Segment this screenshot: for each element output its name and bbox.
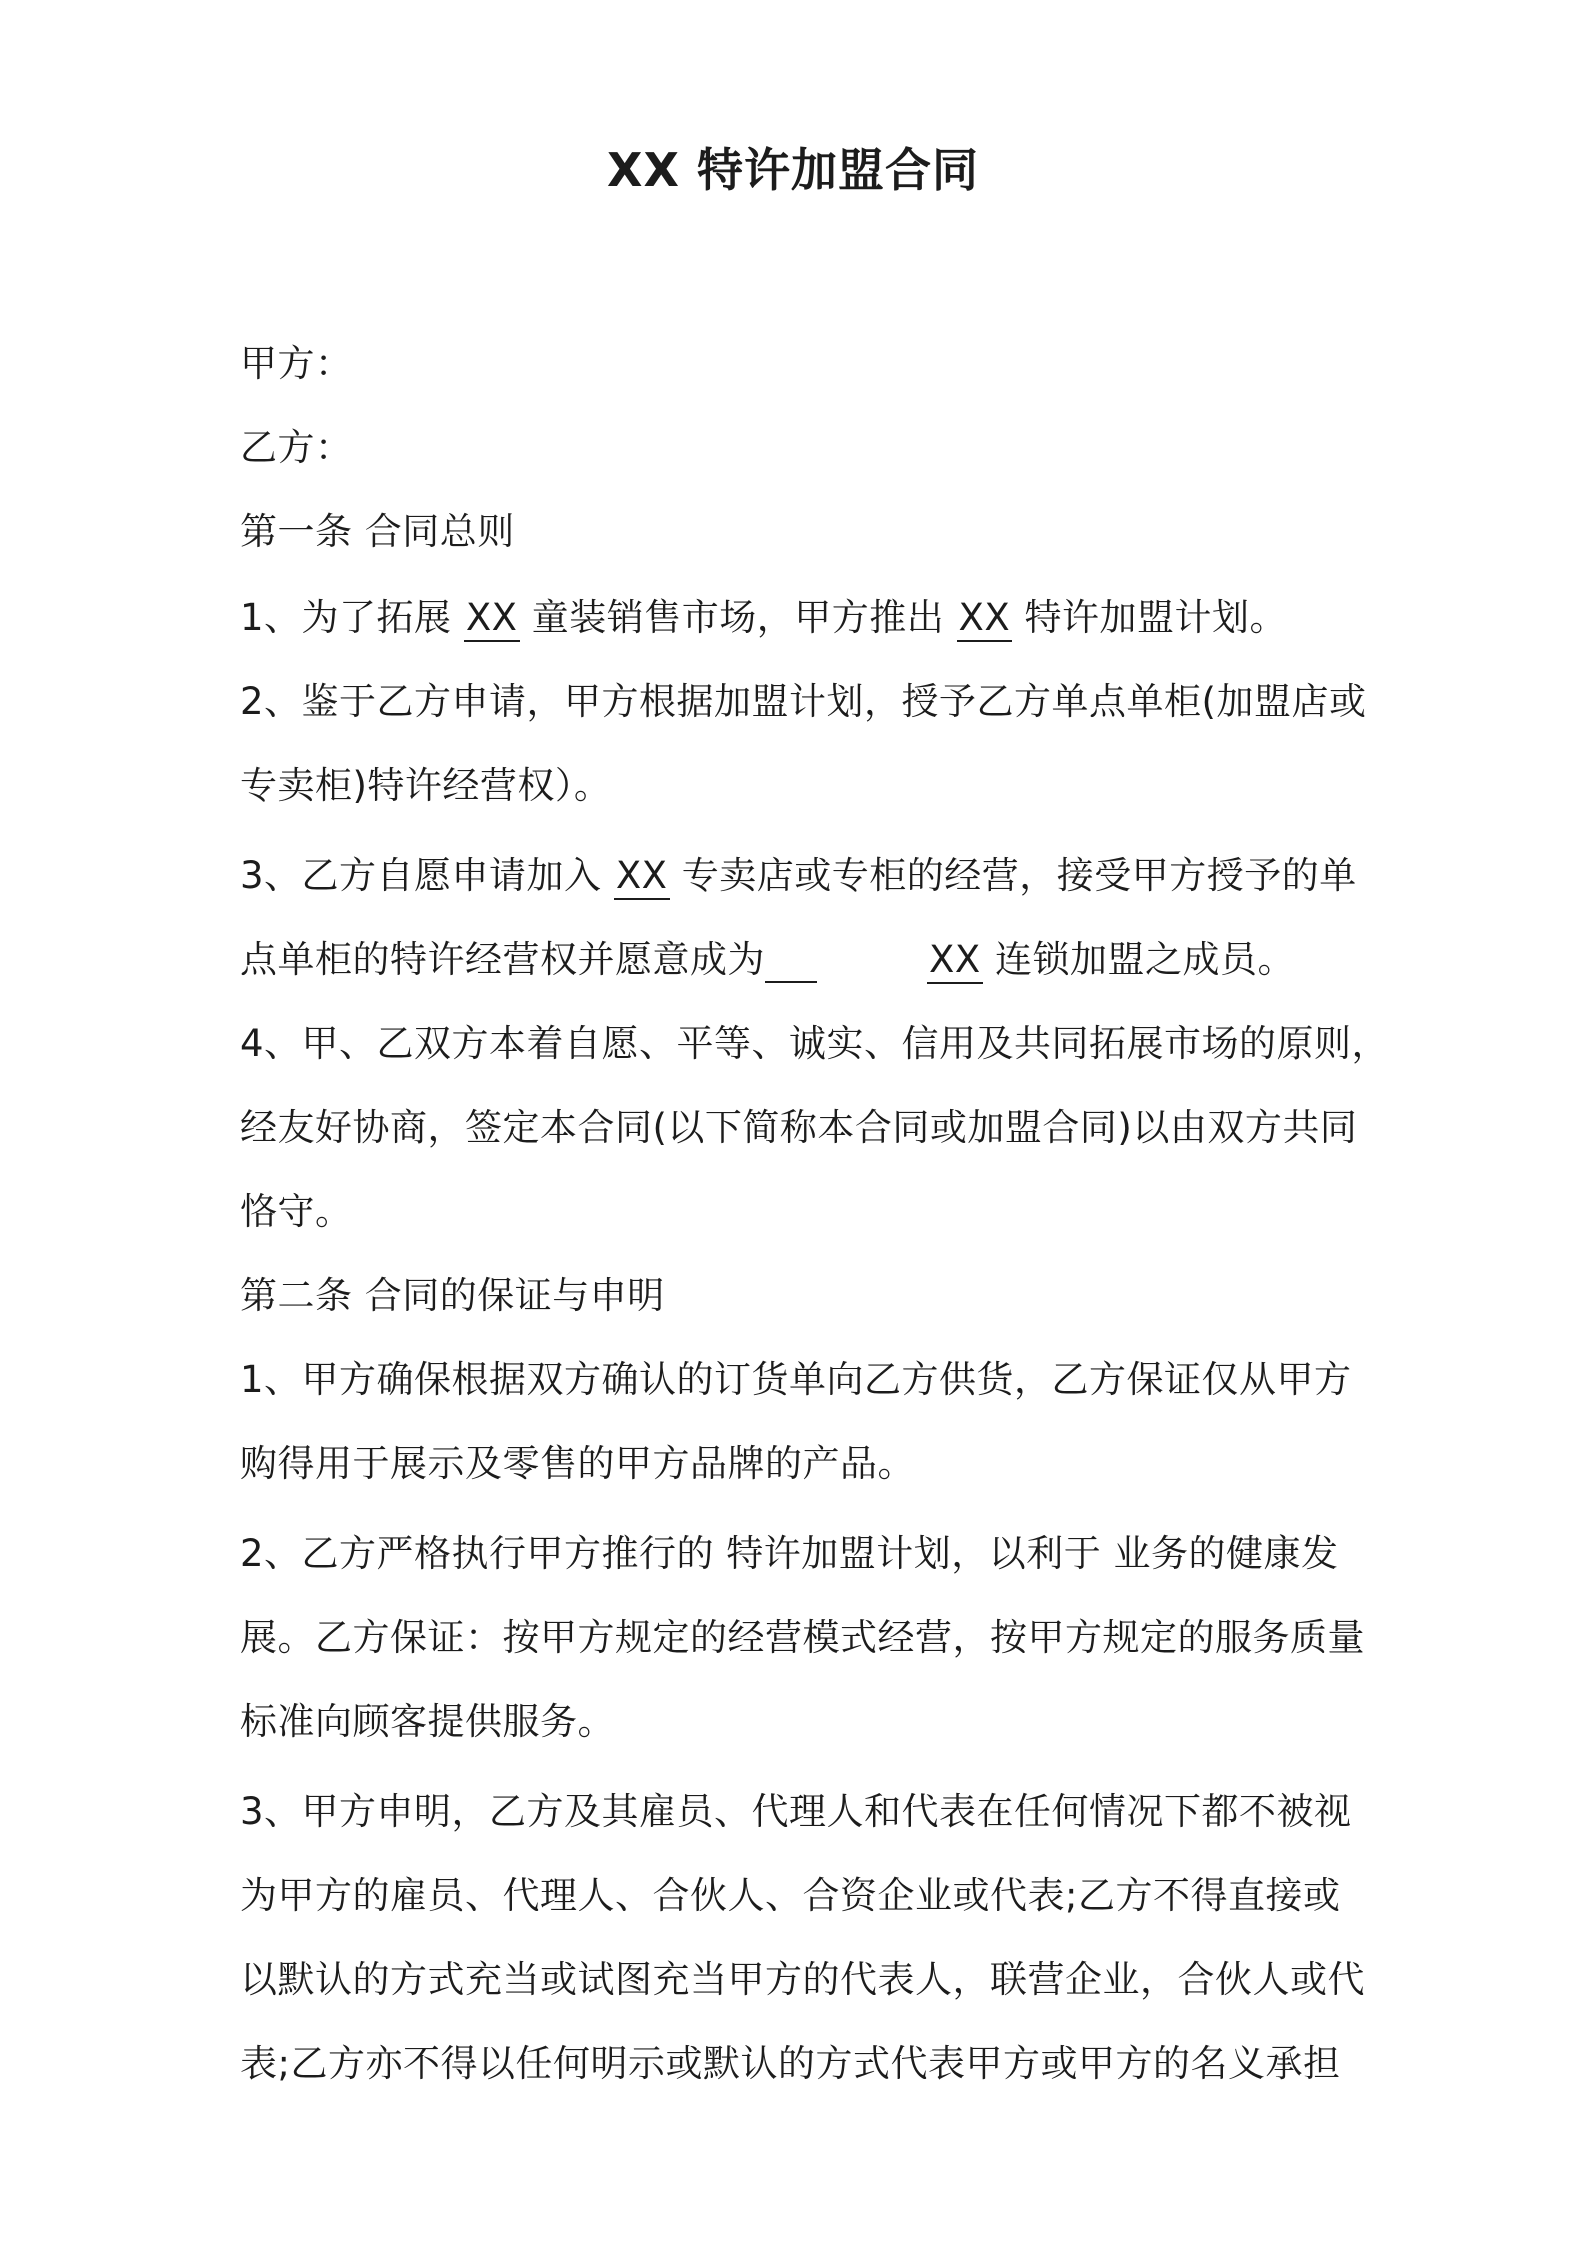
- article-1-clause-3-line-1: [240, 834, 1360, 918]
- article-2-clause-1-line-2: 购得用于展示及零售的甲方品牌的产品。: [240, 1442, 915, 1485]
- article-1-clause-2-line-1: 2、鉴于乙方申请，甲方根据加盟计划，授予乙方单点单柜(加盟店或: [240, 680, 1367, 723]
- clause-text: 专卖店或专柜的经营，接受甲方授予的单: [669, 854, 1357, 897]
- document-title: XX 特许加盟合同: [607, 143, 979, 197]
- clause-text: 3、乙方自愿申请加入: [240, 854, 614, 897]
- clause-text: 1、为了拓展: [240, 596, 464, 639]
- contract-body: [240, 322, 1390, 2106]
- article-1-clause-4-line-2: 经友好协商，签定本合同(以下简称本合同或加盟合同)以由双方共同: [240, 1106, 1358, 1149]
- article-1-clause-1: [240, 576, 1360, 660]
- fill-in-blank: [765, 941, 817, 983]
- article-1-clause-3-line-2: [240, 918, 1360, 1002]
- article-2-clause-3-line-1: 3、甲方申明，乙方及其雇员、代理人和代表在任何情况下都不被视: [240, 1790, 1352, 1833]
- party-a-line: 甲方：: [240, 342, 353, 385]
- brand-placeholder: XX: [927, 938, 983, 984]
- article-1-clause-4-line-3: 恪守。: [240, 1190, 353, 1233]
- clause-text: 点单柜的特许经营权并愿意成为: [240, 938, 765, 981]
- clause-text: 连锁加盟之成员。: [982, 938, 1295, 981]
- article-2-clause-3-line-2: 为甲方的雇员、代理人、合伙人、合资企业或代表;乙方不得直接或: [240, 1874, 1341, 1917]
- article-1-clause-4-line-1: 4、甲、乙双方本着自愿、平等、诚实、信用及共同拓展市场的原则，: [240, 1022, 1390, 1065]
- article-2-clause-3-line-4: 表;乙方亦不得以任何明示或默认的方式代表甲方或甲方的名义承担: [240, 2042, 1341, 2085]
- article-2-clause-2-line-3: 标准向顾客提供服务。: [240, 1700, 615, 1743]
- article-2-clause-3-line-3: 以默认的方式充当或试图充当甲方的代表人，联营企业，合伙人或代: [240, 1958, 1365, 2001]
- article-1-clause-2-line-2: 专卖柜)特许经营权）。: [240, 764, 612, 807]
- clause-text: 童装销售市场，甲方推出: [519, 596, 957, 639]
- party-b-line: 乙方：: [240, 426, 353, 469]
- brand-placeholder: XX: [464, 596, 520, 642]
- article-1-heading: 第一条 合同总则: [240, 510, 515, 553]
- brand-placeholder: XX: [957, 596, 1013, 642]
- article-2-heading: 第二条 合同的保证与申明: [240, 1274, 665, 1317]
- article-2-clause-2-line-1: 2、乙方严格执行甲方推行的 特许加盟计划，以利于 业务的健康发: [240, 1532, 1339, 1575]
- article-2-clause-1-line-1: 1、甲方确保根据双方确认的订货单向乙方供货，乙方保证仅从甲方: [240, 1358, 1352, 1401]
- brand-placeholder: XX: [614, 854, 670, 900]
- clause-text: 特许加盟计划。: [1012, 596, 1288, 639]
- article-2-clause-2-line-2: 展。乙方保证：按甲方规定的经营模式经营，按甲方规定的服务质量: [240, 1616, 1365, 1659]
